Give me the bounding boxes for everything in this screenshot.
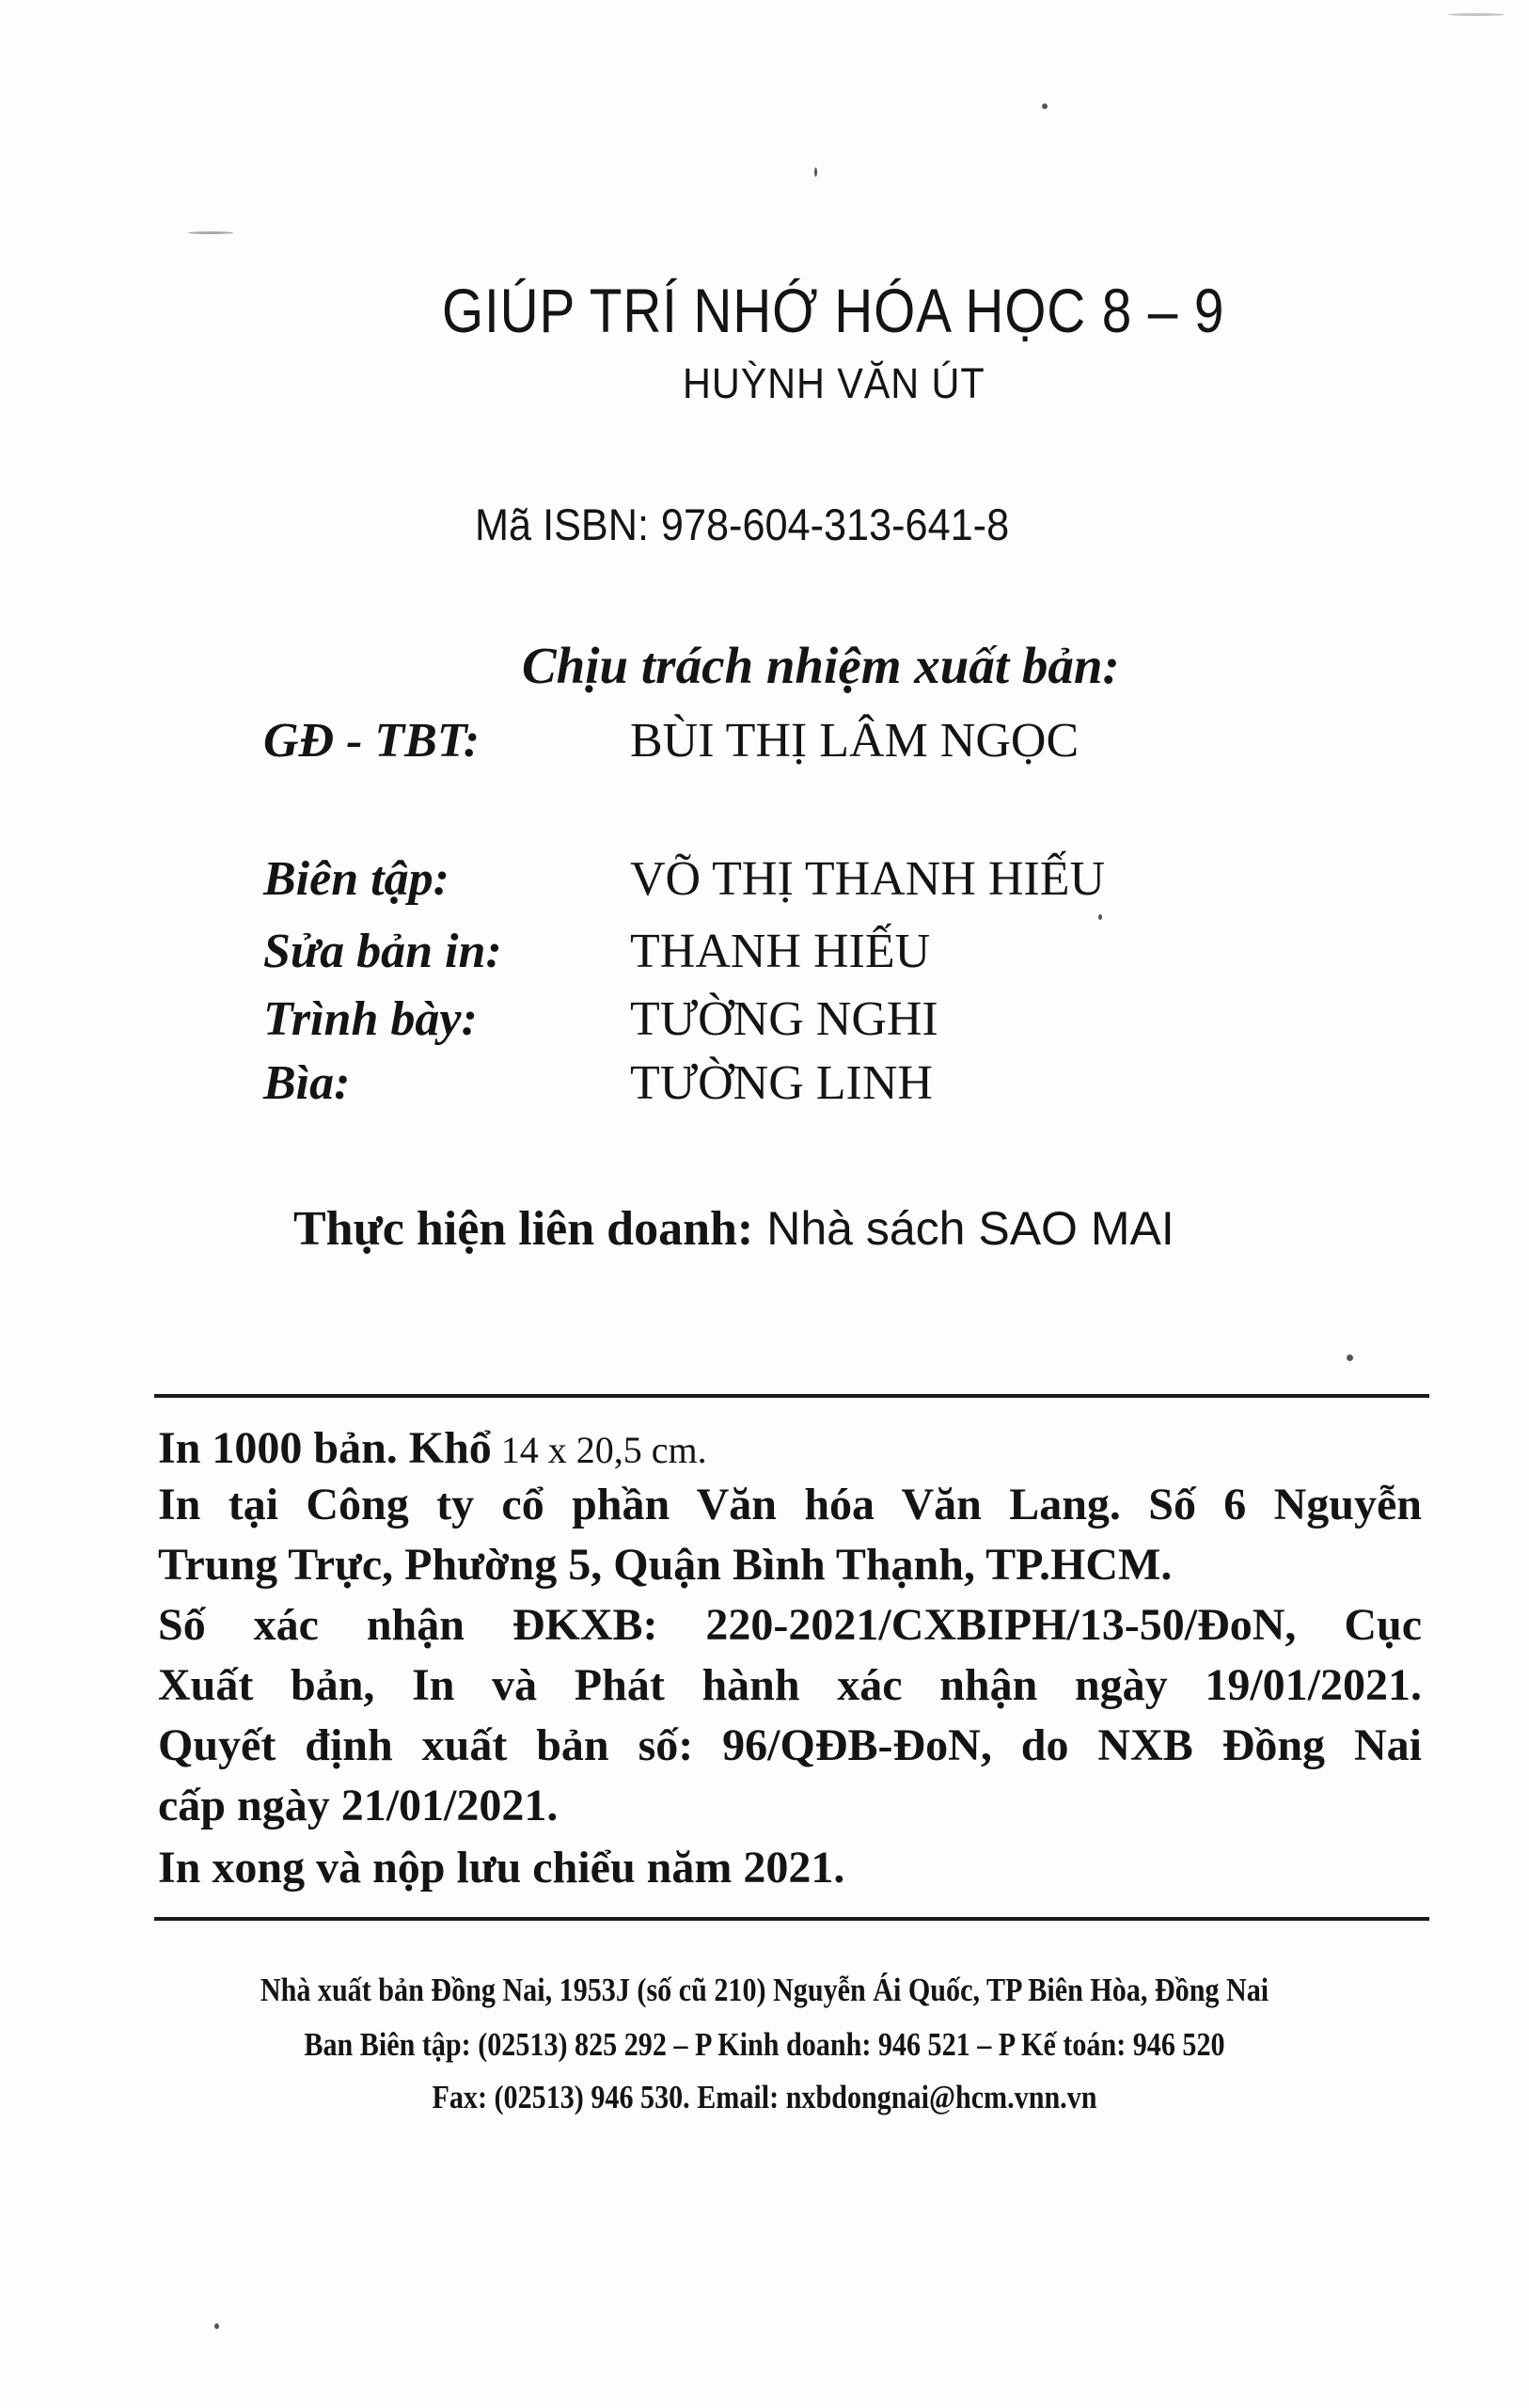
top-divider: [154, 1394, 1429, 1398]
print-run-line: [158, 1422, 707, 1474]
deposit-line: In xong và nộp lưu chiểu năm 2021.: [158, 1843, 845, 1893]
isbn-label: Mã ISBN:: [475, 499, 650, 549]
credit-label-cover: Bìa:: [263, 1056, 351, 1110]
scan-speck: [814, 167, 817, 177]
registration-line-1: Số xác nhận ĐKXB: 220-2021/CXBIPH/13-50/ĐoN, Cục: [158, 1600, 1422, 1650]
joint-venture-line: [293, 1201, 1174, 1257]
scan-speck: [214, 2323, 219, 2329]
isbn-value: 978-604-313-641-8: [660, 499, 1010, 549]
credit-label-layout: Trình bày:: [263, 992, 478, 1046]
director-label: GĐ - TBT:: [263, 714, 481, 768]
joint-venture-label: Thực hiện liên doanh:: [293, 1202, 754, 1256]
credit-name-cover: TƯỜNG LINH: [630, 1056, 933, 1110]
responsibility-heading: Chịu trách nhiệm xuất bản:: [522, 637, 1120, 694]
publisher-contact: Fax: (02513) 946 530. Email: nxbdongnai@hcm.vnn.vn: [432, 2079, 1097, 2115]
publisher-address: Nhà xuất bản Đồng Nai, 1953J (số cũ 210) Nguyễn Ái Quốc, TP Biên Hòa, Đồng Nai: [260, 1972, 1269, 2008]
publisher-phones: Ban Biên tập: (02513) 825 292 – P Kinh doanh: 946 521 – P Kế toán: 946 520: [304, 2026, 1225, 2063]
printed-at-line-2: Trung Trực, Phường 5, Quận Bình Thạnh, TP.HCM.: [158, 1540, 1173, 1590]
credit-label-editor: Biên tập:: [263, 852, 449, 906]
scan-speck: [188, 231, 233, 234]
credit-name-editor: VÕ THỊ THANH HIẾU: [630, 852, 1106, 906]
director-name: BÙI THỊ LÂM NGỌC: [630, 714, 1080, 768]
book-title: GIÚP TRÍ NHỚ HÓA HỌC 8 – 9: [442, 276, 1225, 345]
book-author: HUỲNH VĂN ÚT: [683, 359, 985, 407]
joint-venture-value: Nhà sách SAO MAI: [766, 1202, 1174, 1255]
scan-speck: [1042, 103, 1048, 109]
decision-line-1: Quyết định xuất bản số: 96/QĐB-ĐoN, do NXB Đồng Nai: [158, 1720, 1422, 1770]
print-size: 14 x 20,5 cm.: [500, 1429, 707, 1471]
registration-line-2: Xuất bản, In và Phát hành xác nhận ngày 19/01/2021.: [158, 1660, 1422, 1710]
scan-speck: [1098, 914, 1102, 920]
decision-line-2: cấp ngày 21/01/2021.: [158, 1781, 559, 1830]
credit-label-proofreader: Sửa bản in:: [263, 925, 502, 978]
bottom-divider: [154, 1917, 1429, 1921]
isbn-line: [475, 499, 1009, 550]
credit-name-layout: TƯỜNG NGHI: [630, 992, 938, 1046]
printed-at-line-1: In tại Công ty cổ phần Văn hóa Văn Lang. Số 6 Nguyễn: [158, 1480, 1422, 1529]
credit-name-proofreader: THANH HIẾU: [630, 925, 931, 978]
scan-speck: [1347, 1354, 1353, 1361]
print-copies: In 1000 bản. Khổ: [158, 1423, 492, 1473]
scan-speck: [1448, 13, 1505, 16]
